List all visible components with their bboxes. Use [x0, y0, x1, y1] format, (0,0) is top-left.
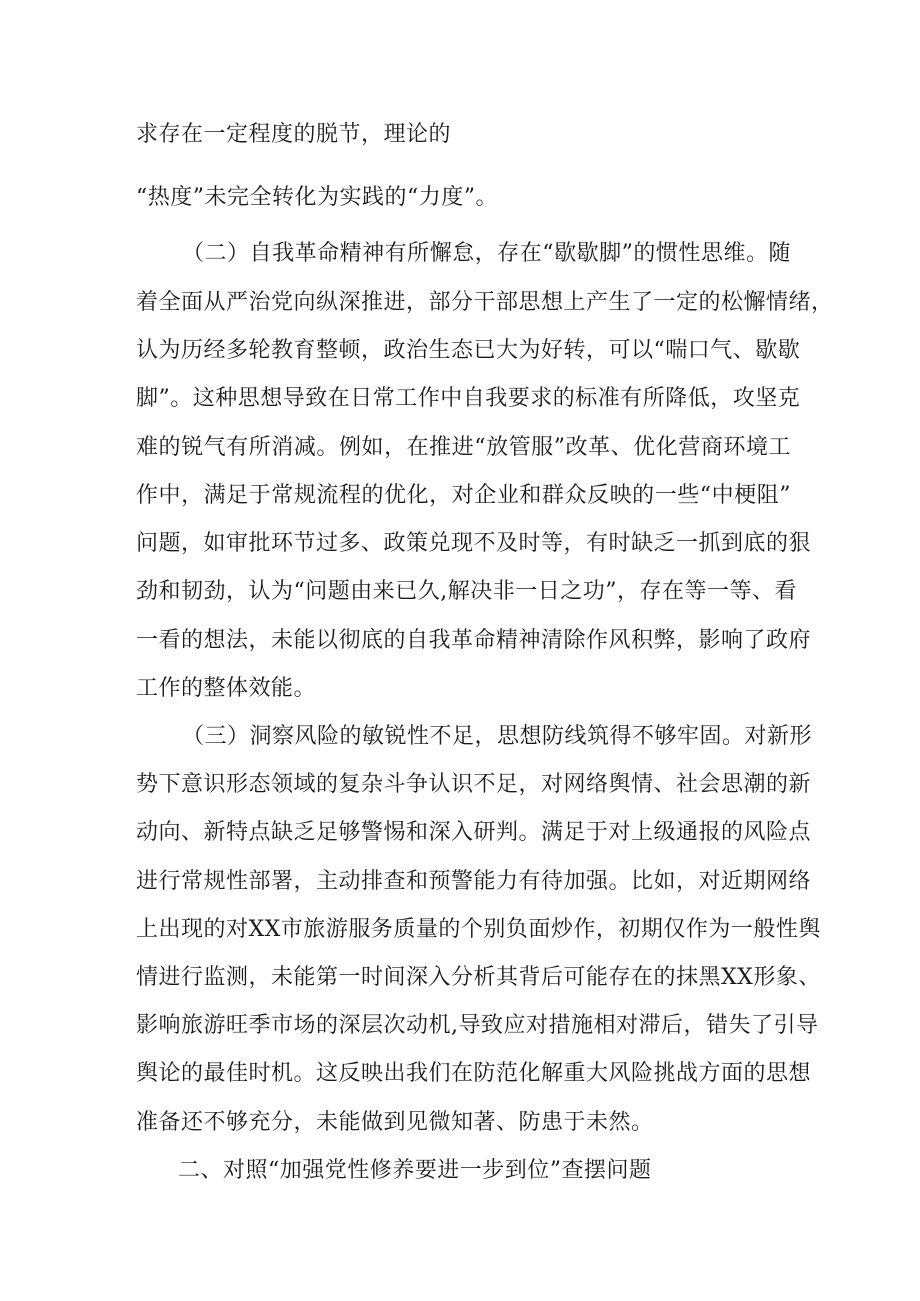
paragraph-2-line-6: 作中，满足于常规流程的优化，对企业和群众反映的一些“中梗阻”	[136, 483, 791, 508]
text-line-1: 求存在一定程度的脱节，理论的	[136, 122, 452, 147]
paragraph-3-line-5: 上出现的对XX市旅游服务质量的个别负面炒作，初期仅作为一般性舆	[136, 917, 821, 942]
paragraph-3-line-8: 舆论的最佳时机。这反映出我们在防范化解重大风险挑战方面的思想	[136, 1061, 812, 1086]
section-heading: 二、对照“加强党性修养要进一步到位”查摆问题	[178, 1158, 652, 1183]
paragraph-2-line-10: 工作的整体效能。	[136, 676, 317, 701]
paragraph-3-line-4: 进行常规性部署，主动排查和预警能力有待加强。比如，对近期网络	[136, 869, 812, 894]
paragraph-2-line-9: 一看的想法，未能以彻底的自我革命精神清除作风积弊，影响了政府	[136, 628, 812, 653]
paragraph-2-line-4: 脚”。这种思想导致在日常工作中自我要求的标准有所降低，攻坚克	[136, 386, 801, 411]
paragraph-3-line-9: 准备还不够充分，未能做到见微知著、防患于未然。	[136, 1110, 654, 1135]
text-line-2: “热度”未完全转化为实践的“力度”。	[136, 185, 498, 210]
paragraph-2-line-8: 劲和韧劲，认为“问题由来已久,解决非一日之功”，存在等一等、看	[136, 579, 797, 604]
paragraph-2-line-5: 难的锐气有所消减。例如，在推进“放管服”改革、优化营商环境工	[136, 435, 791, 460]
paragraph-3-line-7: 影响旅游旺季市场的深层次动机,导致应对措施相对滞后，错失了引导	[136, 1013, 819, 1038]
paragraph-2-line-1: （二）自我革命精神有所懈怠，存在“歇歇脚”的惯性思维。随	[182, 241, 791, 266]
paragraph-3-line-2: 势下意识形态领域的复杂斗争认识不足，对网络舆情、社会思潮的新	[136, 772, 812, 797]
paragraph-3-line-1: （三）洞察风险的敏锐性不足，思想防线筑得不够牢固。对新形	[182, 724, 813, 749]
paragraph-2-line-7: 问题，如审批环节过多、政策兑现不及时等，有时缺乏一抓到底的狠	[136, 531, 812, 556]
paragraph-2-line-3: 认为历经多轮教育整顿，政治生态已大为好转，可以“喘口气、歇歇	[136, 338, 801, 363]
paragraph-3-line-6: 情进行监测，未能第一时间深入分析其背后可能存在的抹黑XX形象、	[136, 965, 821, 990]
paragraph-3-line-3: 动向、新特点缺乏足够警惕和深入研判。满足于对上级通报的风险点	[136, 820, 812, 845]
paragraph-2-line-2: 着全面从严治党向纵深推进，部分干部思想上产生了一定的松懈情绪，	[136, 290, 834, 315]
